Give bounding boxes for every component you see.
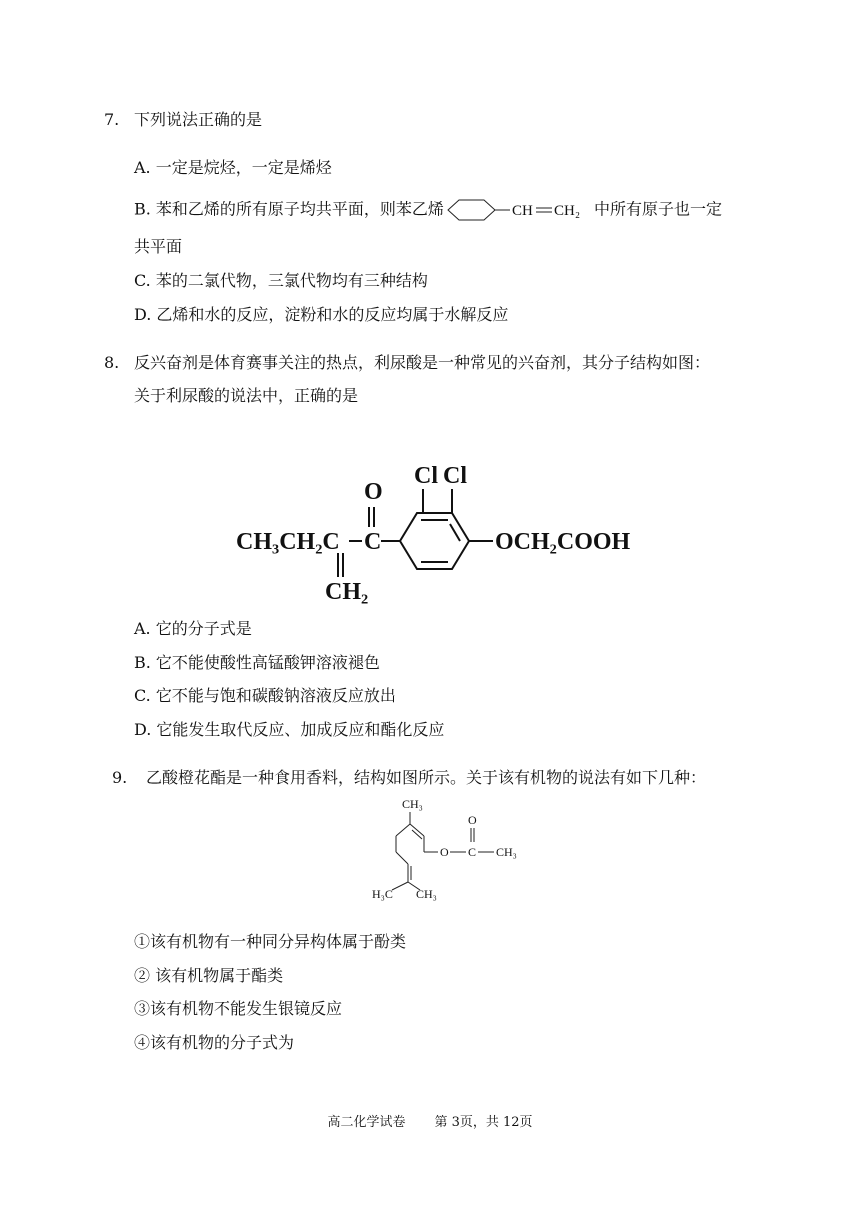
q8-option-b: B. 它不能使酸性高锰酸钾溶液褪色 — [134, 653, 380, 672]
styrene-ch: CH — [511, 203, 533, 219]
etacrynic-carbonyl-o: O — [364, 479, 383, 505]
etacrynic-methylene: CH₂ — [325, 579, 369, 605]
neryl-acetate-structure — [360, 792, 540, 912]
etacrynic-right-group: OCH₂COOH — [495, 529, 631, 555]
etacrynic-left-group: CH₃CH₂C — [236, 529, 340, 555]
footer-page: 第 3页，共 12页 — [434, 1115, 533, 1130]
neryl-ch3-bottom: CH₃ — [416, 887, 437, 901]
q9-stem: 乙酸橙花酯是一种食用香料，结构如图所示。关于该有机物的说法有如下几种： — [146, 768, 707, 787]
page-footer — [0, 1111, 860, 1130]
neryl-h3c: H₃C — [372, 887, 393, 901]
styrene-ch2: CH₂ — [553, 203, 581, 219]
q7-option-b — [134, 197, 722, 221]
q7-option-d: D. 乙烯和水的反应，淀粉和水的反应均属于水解反应 — [134, 305, 509, 324]
neryl-o-ester: O — [440, 845, 449, 859]
q7-option-b-line2: 共平面 — [134, 237, 183, 256]
q8-number: 8. — [104, 353, 120, 372]
etacrynic-carbonyl-c: C — [364, 529, 382, 555]
styrene-structure — [444, 197, 594, 223]
q7-stem: 下列说法正确的是 — [134, 110, 263, 129]
q7-option-b-text: B. 苯和乙烯的所有原子均共平面，则苯乙烯 — [134, 199, 444, 219]
q8-option-d: D. 它能发生取代反应、加成反应和酯化反应 — [134, 720, 445, 739]
neryl-o-carbonyl: O — [468, 813, 477, 827]
q8-stem-line2: 关于利尿酸的说法中，正确的是 — [134, 386, 359, 405]
q8-stem-line1: 反兴奋剂是体育赛事关注的热点，利尿酸是一种常见的兴奋剂，其分子结构如图： — [134, 353, 711, 372]
footer-subject: 高二化学试卷 — [327, 1115, 406, 1130]
neryl-c-ester: C — [468, 845, 477, 859]
etacrynic-cl2: Cl — [443, 463, 467, 489]
etacrynic-acid-structure — [230, 455, 650, 615]
q7-option-b-text-cont: 中所有原子也一定 — [593, 199, 722, 219]
q7-option-a: A. 一定是烷烃，一定是烯烃 — [134, 158, 332, 177]
neryl-ch3-top: CH₃ — [402, 797, 423, 811]
q9-number: 9. — [112, 768, 128, 787]
neryl-ch3-right: CH₃ — [496, 845, 517, 859]
q8-option-a: A. 它的分子式是 — [134, 619, 252, 638]
q8-option-c: C. 它不能与饱和碳酸钠溶液反应放出 — [134, 686, 396, 705]
q9-item-2: ② 该有机物属于酯类 — [134, 966, 284, 985]
q9-item-3: ③该有机物不能发生银镜反应 — [134, 999, 343, 1018]
q7-number: 7. — [104, 110, 120, 129]
q9-item-1: ①该有机物有一种同分异构体属于酚类 — [134, 932, 407, 951]
q7-option-c: C. 苯的二氯代物，三氯代物均有三种结构 — [134, 271, 428, 290]
q9-item-4: ④该有机物的分子式为 — [134, 1033, 295, 1052]
etacrynic-cl1: Cl — [414, 463, 438, 489]
